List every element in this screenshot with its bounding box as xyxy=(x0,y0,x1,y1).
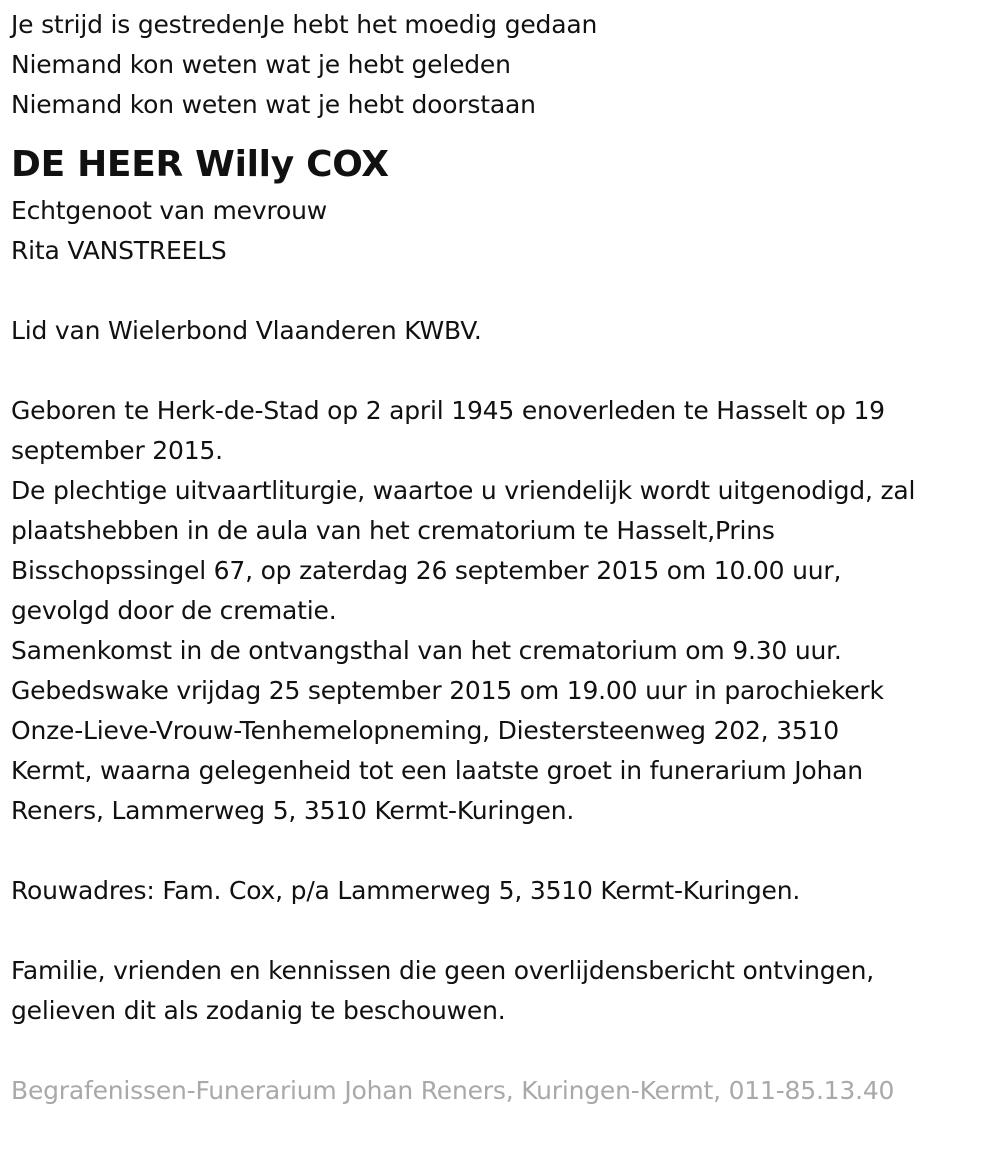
spouse-line: Echtgenoot van mevrouw xyxy=(11,196,327,225)
spacer xyxy=(11,831,996,871)
spacer xyxy=(11,1031,996,1071)
spacer xyxy=(11,271,996,311)
closing-line: gelieven dit als zodanig te beschouwen. xyxy=(11,996,506,1025)
announcement-line: Geboren te Herk-de-Stad op 2 april 1945 enoverleden te Hasselt op 19 xyxy=(11,396,885,425)
announcement-line: Kermt, waarna gelegenheid tot een laatste groet in funerarium Johan xyxy=(11,756,863,785)
announcement-line: Gebedswake vrijdag 25 september 2015 om 19.00 uur in parochiekerk xyxy=(11,676,884,705)
spacer xyxy=(11,911,996,951)
verse-line: Niemand kon weten wat je hebt geleden xyxy=(11,50,511,79)
closing-note xyxy=(11,951,996,1031)
announcement-line: gevolgd door de crematie. xyxy=(11,596,337,625)
announcement-line: Reners, Lammerweg 5, 3510 Kermt-Kuringen. xyxy=(11,796,575,825)
spouse-line: Rita VANSTREELS xyxy=(11,236,227,265)
closing-line: Familie, vrienden en kennissen die geen overlijdensbericht ontvingen, xyxy=(11,956,875,985)
funeral-home-footer: Begrafenissen-Funerarium Johan Reners, Kuringen-Kermt, 011-85.13.40 xyxy=(11,1076,895,1105)
verse-line: Je strijd is gestredenJe hebt het moedig gedaan xyxy=(11,10,598,39)
mourning-address: Rouwadres: Fam. Cox, p/a Lammerweg 5, 3510 Kermt-Kuringen. xyxy=(11,876,801,905)
deceased-name: DE HEER Willy COX xyxy=(11,144,389,185)
announcement-line: De plechtige uitvaartliturgie, waartoe u vriendelijk wordt uitgenodigd, zal xyxy=(11,476,916,505)
spouse-info xyxy=(11,191,996,271)
announcement-line: september 2015. xyxy=(11,436,223,465)
obituary-notice xyxy=(11,5,996,1111)
announcement-line: plaatshebben in de aula van het crematorium te Hasselt,Prins xyxy=(11,516,775,545)
announcement-line: Bisschopssingel 67, op zaterdag 26 september 2015 om 10.00 uur, xyxy=(11,556,842,585)
announcement-body xyxy=(11,391,996,831)
verse-line: Niemand kon weten wat je hebt doorstaan xyxy=(11,90,536,119)
announcement-line: Onze-Lieve-Vrouw-Tenhemelopneming, Diestersteenweg 202, 3510 xyxy=(11,716,840,745)
membership-text: Lid van Wielerbond Vlaanderen KWBV. xyxy=(11,316,482,345)
memorial-verse xyxy=(11,5,996,125)
spacer xyxy=(11,351,996,391)
announcement-line: Samenkomst in de ontvangsthal van het crematorium om 9.30 uur. xyxy=(11,636,842,665)
